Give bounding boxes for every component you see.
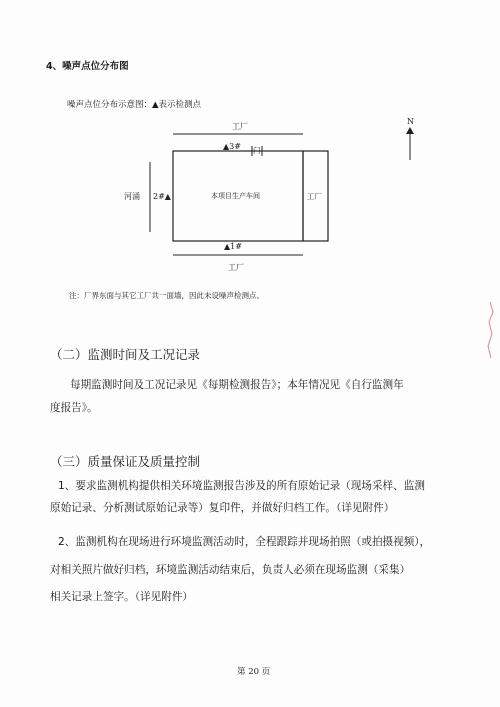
north-arrow-icon: [406, 127, 414, 134]
diagram-note: 注：厂界东面与其它工厂共一面墙，因此未设噪声检测点。: [69, 291, 264, 300]
section-heading-noise-map: 4、噪声点位分布图: [46, 61, 129, 72]
paragraph-line: 相关记录上签字。（详见附件）: [50, 591, 194, 603]
label-bottom-factory: 工厂: [228, 263, 244, 272]
monitoring-point-1: ▲1#: [224, 242, 242, 251]
paragraph-line: 原始记录、分析测试原始记录等）复印件，并做好归档工作。（详见附件）: [50, 502, 395, 514]
label-river: 河涌: [124, 192, 140, 201]
monitoring-point-2: 2#▲: [153, 192, 171, 201]
paragraph-line: 度报告》。: [50, 402, 98, 414]
monitoring-point-3: ▲3#: [223, 142, 241, 151]
label-top-factory: 工厂: [232, 122, 248, 131]
paragraph-line: 对相关照片做好归档，环境监测活动结束后，负责人必须在现场监测（采集）: [50, 564, 411, 576]
north-label: N: [407, 117, 414, 126]
section-title-monitoring-time: （二）监测时间及工况记录: [50, 347, 201, 362]
paragraph-line: 每期监测时间及工况记录见《每期检测报告》；本年情况见《自行监测年: [70, 379, 404, 391]
section-title-quality-control: （三）质量保证及质量控制: [50, 454, 201, 469]
label-right-factory: 工厂: [307, 192, 322, 201]
paragraph-line: 2、监测机构在现场进行环境监测活动时，全程跟踪并现场拍照（或拍摄视频），: [58, 536, 431, 548]
page-number: 第 20 页: [237, 667, 271, 677]
seal-edge-mark: [484, 300, 496, 360]
paragraph-line: 1、要求监测机构提供相关环境监测报告涉及的所有原始记录（现场采样、监测: [58, 480, 425, 492]
label-gate: 门: [253, 146, 261, 155]
diagram-legend: 噪声点位分布示意图：▲表示检测点: [67, 100, 202, 110]
label-building: 本项目生产车间: [211, 192, 260, 200]
